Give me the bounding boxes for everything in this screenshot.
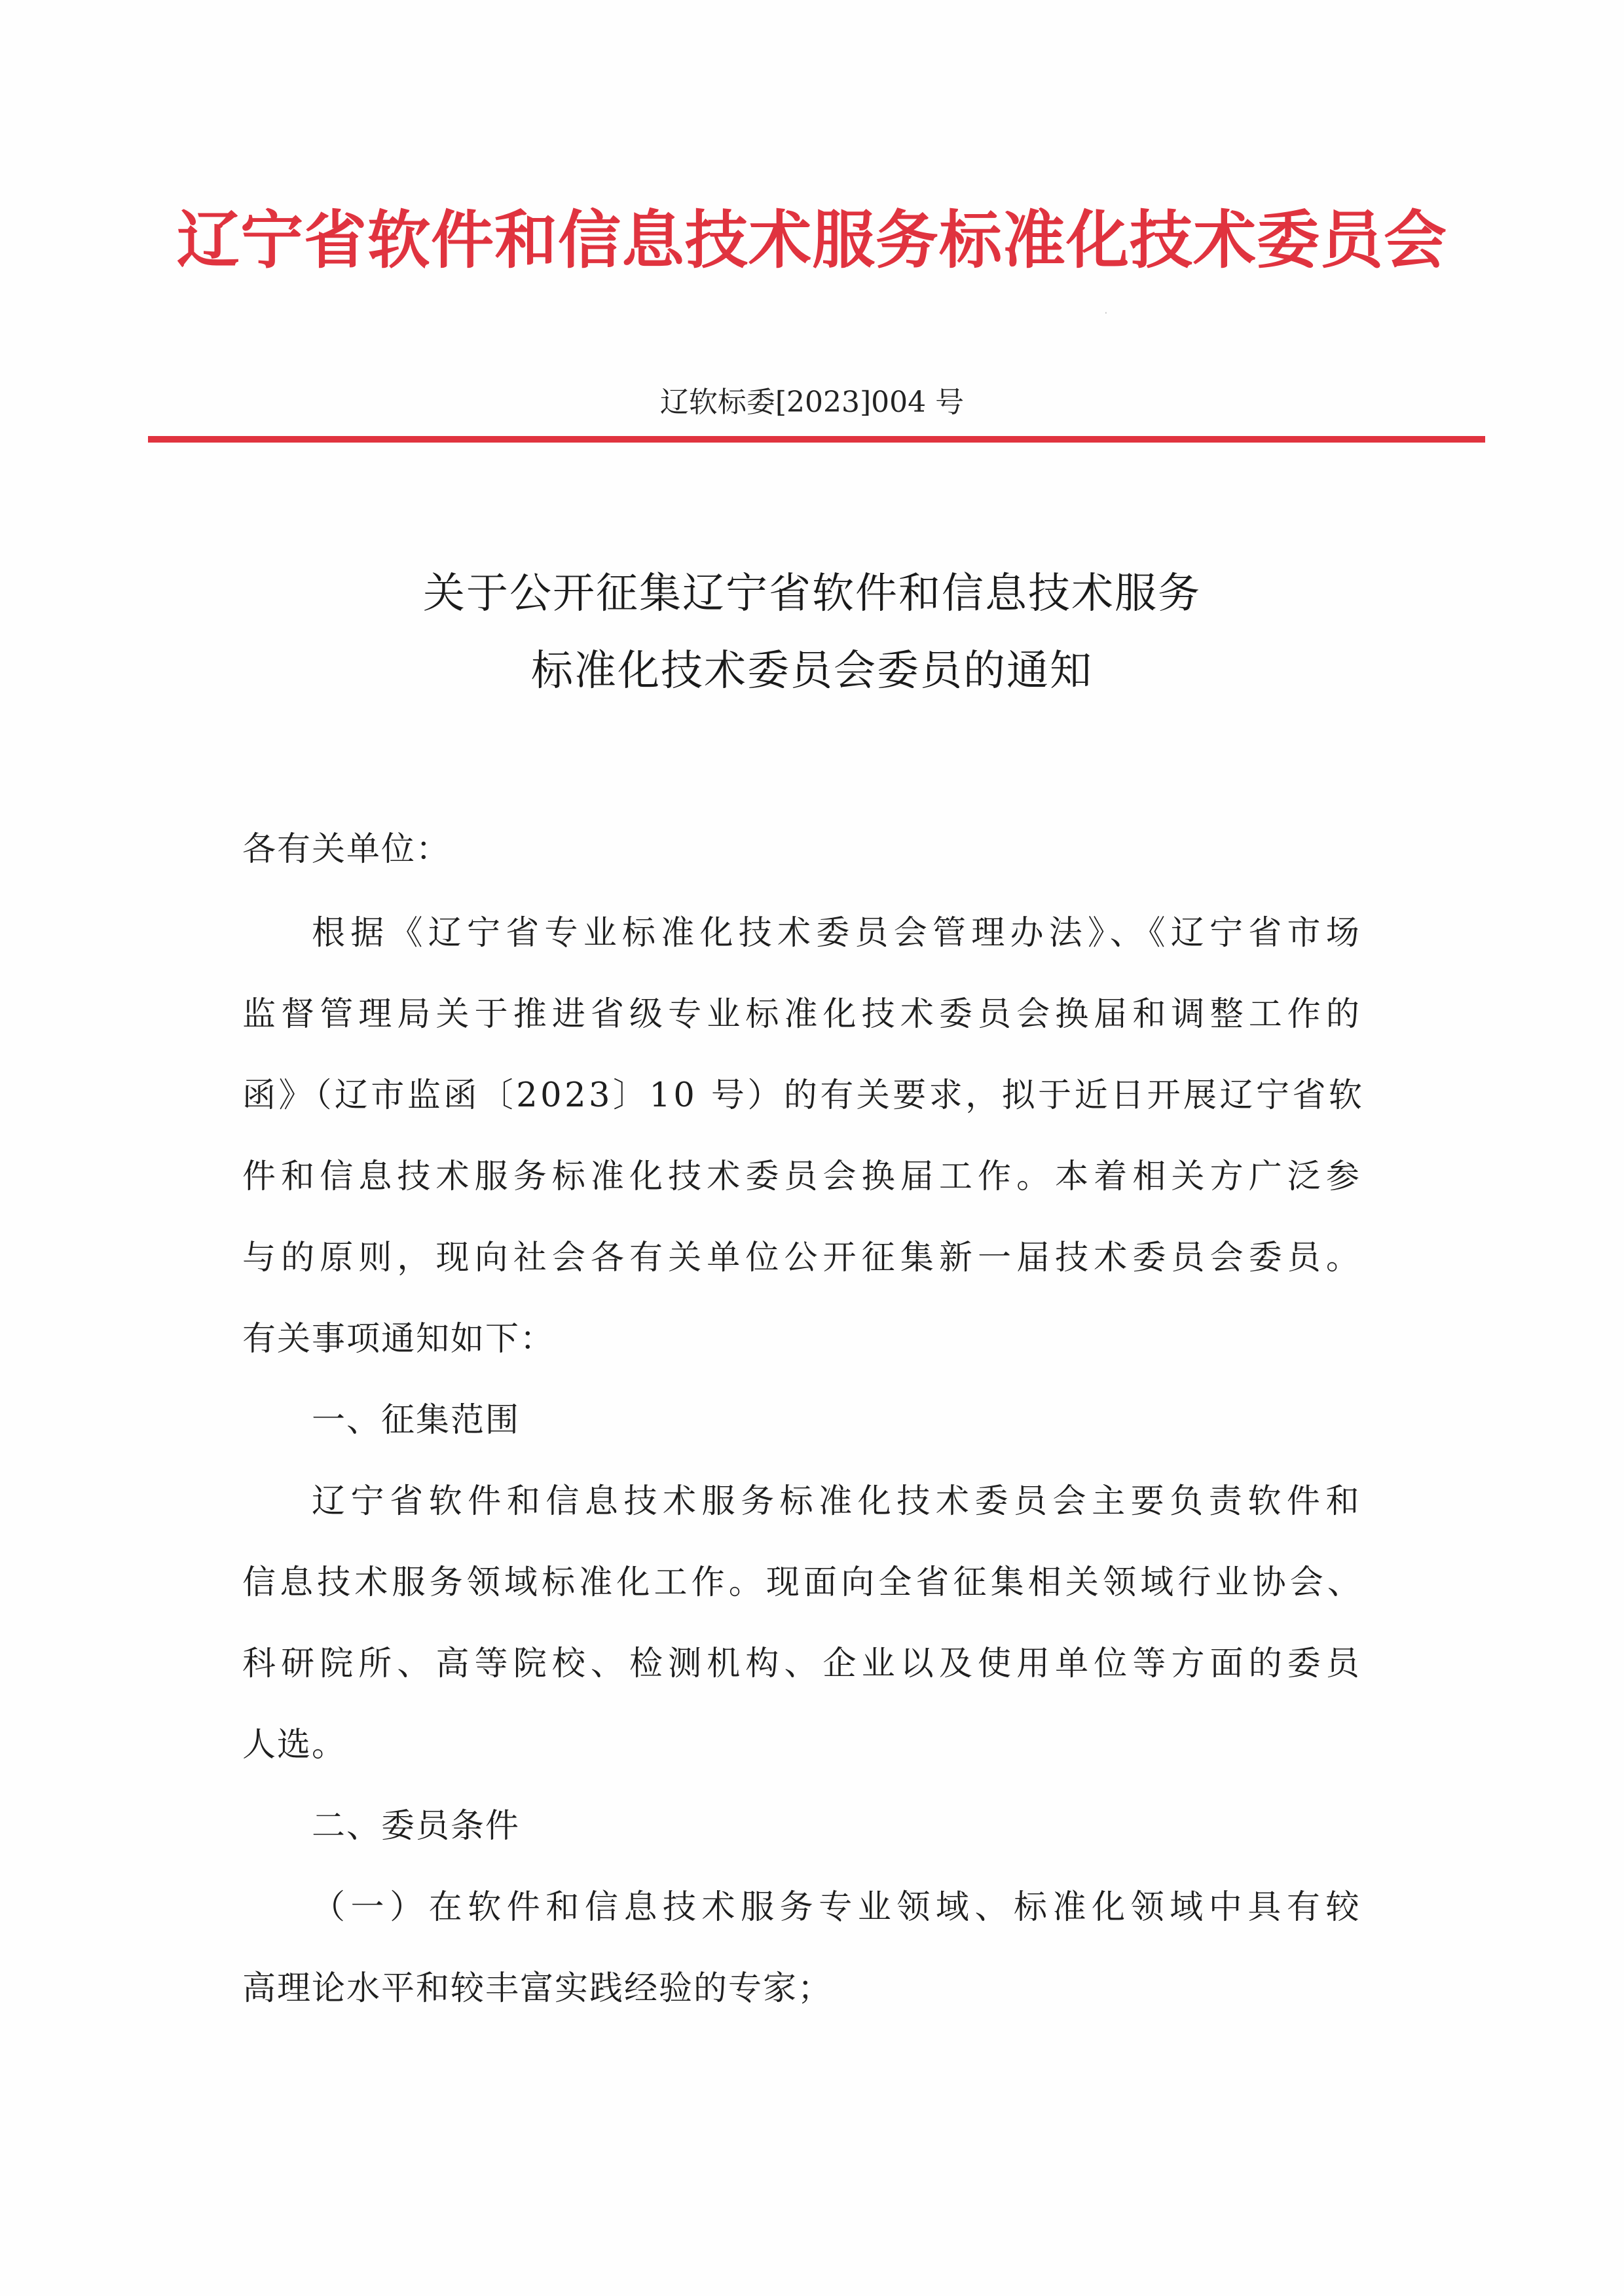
paragraph-1-line-2: 监督管理局关于推进省级专业标准化技术委员会换届和调整工作的 bbox=[242, 995, 1365, 1034]
title-line-2: 标准化技术委员会委员的通知 bbox=[531, 647, 1093, 695]
title-line-1: 关于公开征集辽宁省软件和信息技术服务 bbox=[423, 570, 1201, 618]
organization-header: 辽宁省软件和信息技术服务标准化技术委员会 bbox=[177, 204, 1447, 277]
paragraph-3-line-1: （一）在软件和信息技术服务专业领域、标准化领域中具有较 bbox=[312, 1888, 1365, 1927]
paragraph-1-line-5: 与的原则，现向社会各有关单位公开征集新一届技术委员会委员。 bbox=[242, 1239, 1365, 1277]
paragraph-2-line-2: 信息技术服务领域标准化工作。现面向全省征集相关领域行业协会、 bbox=[242, 1563, 1365, 1602]
salutation: 各有关单位： bbox=[242, 830, 451, 869]
scan-speck: · bbox=[1104, 306, 1108, 320]
section-1-heading: 一、征集范围 bbox=[312, 1401, 521, 1440]
paragraph-2-line-3: 科研院所、高等院校、检测机构、企业以及使用单位等方面的委员 bbox=[242, 1645, 1365, 1683]
paragraph-1-line-6: 有关事项通知如下： bbox=[242, 1320, 555, 1358]
document-title bbox=[0, 555, 1624, 710]
paragraph-2-line-1: 辽宁省软件和信息技术服务标准化技术委员会主要负责软件和 bbox=[312, 1482, 1365, 1521]
paragraph-3-line-2: 高理论水平和较丰富实践经验的专家； bbox=[242, 1969, 833, 2008]
red-divider-line bbox=[148, 436, 1485, 443]
paragraph-1-line-1: 根据《辽宁省专业标准化技术委员会管理办法》、《辽宁省市场 bbox=[312, 914, 1365, 953]
paragraph-1-line-4: 件和信息技术服务标准化技术委员会换届工作。本着相关方广泛参 bbox=[242, 1157, 1365, 1196]
paragraph-2-line-4: 人选。 bbox=[242, 1726, 347, 1764]
document-number: 辽软标委[2023]004 号 bbox=[659, 386, 965, 419]
section-2-heading: 二、委员条件 bbox=[312, 1807, 521, 1846]
paragraph-1-line-3: 函》（辽市监函〔2023〕10 号）的有关要求，拟于近日开展辽宁省软 bbox=[242, 1076, 1365, 1115]
